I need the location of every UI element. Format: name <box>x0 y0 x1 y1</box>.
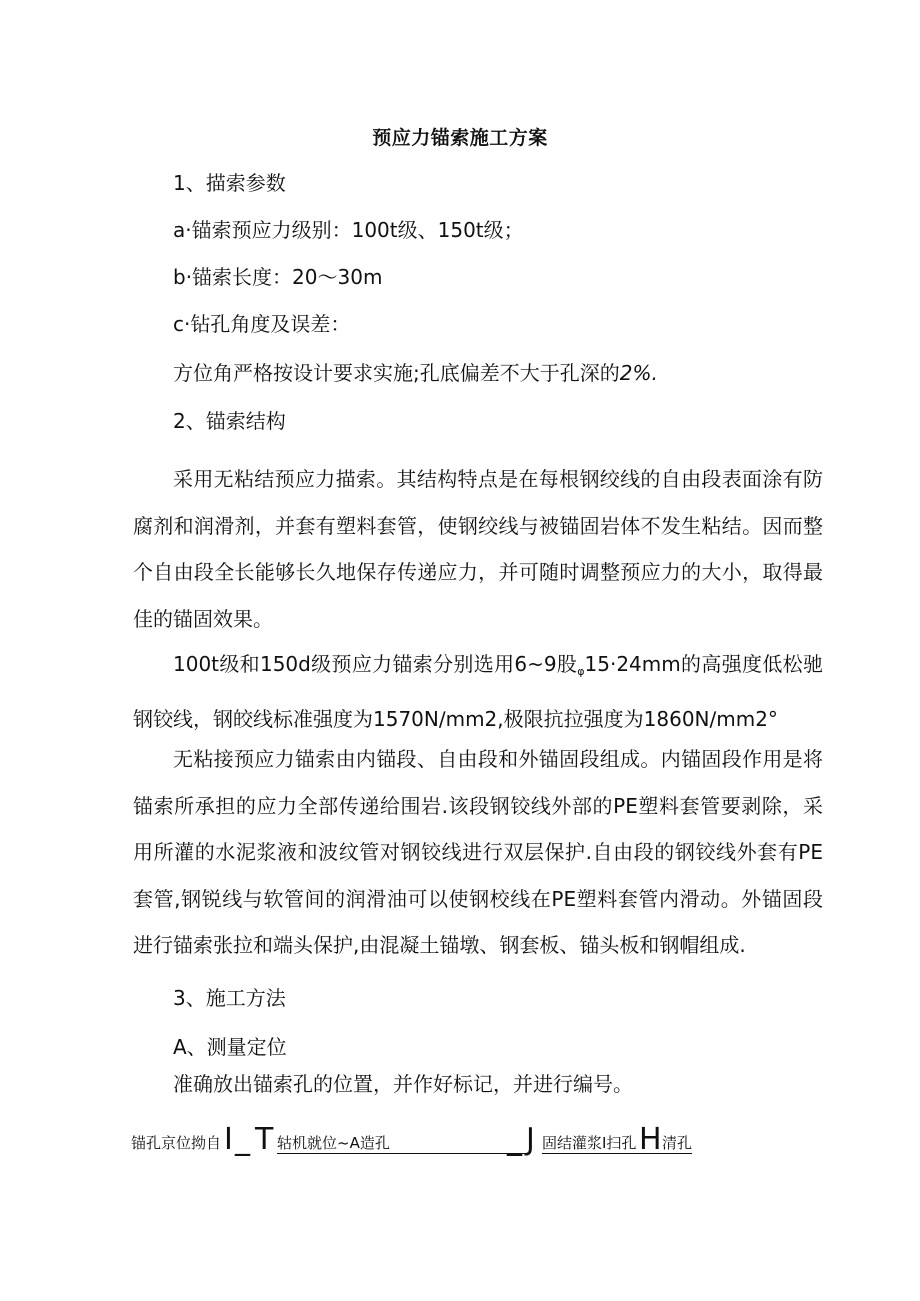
item-c-detail-text: 方位角严格按设计要求实施;孔底偏差不大于孔深的 <box>173 361 620 385</box>
section1-heading: 1、描索参数 <box>173 171 286 195</box>
section1-item-a: a·锚索预应力级别：100t级、150t级； <box>173 218 524 242</box>
para2-text-1: 100t级和150d级预应力锚索分别选用6~9股 <box>173 652 578 676</box>
para2-text-2: 15·24mm的高强度低松驰钢铰线，钢皎线标准强度为1570N∕mm2,极限抗拉强度为1860N∕mm2° <box>133 652 823 731</box>
flow-connector-2: T <box>255 1122 274 1157</box>
flow-step-drilling: 轱机就位~A造孔 <box>277 1134 390 1152</box>
section3-heading: 3、施工方法 <box>173 986 286 1010</box>
flow-step-grouting: 固结灌浆I扫孔 <box>542 1134 637 1152</box>
section1-item-b: b·锚索长度：20～30m <box>173 265 383 289</box>
flow-step-cleaning: 清孔 <box>662 1134 693 1152</box>
section1-item-c-detail <box>173 358 658 388</box>
document-title: 预应力锚索施工方案 <box>372 127 548 149</box>
flow-line-1 <box>277 1153 527 1154</box>
section2-heading: 2、锚索结构 <box>173 409 286 433</box>
section1-item-c: c·钻孔角度及误差： <box>173 312 351 336</box>
section2-paragraph-3: 无粘接预应力锚索由内锚段、自由段和外锚固段组成。内锚固段作用是将锚索所承担的应力全部传递给围岩.该段钢铰线外部的PE塑料套管要剥除，采用所灌的水泥浆液和波纹管对钢铰线进行双层保护.自由段的钢铰线外套有PE套管,钢锐线与软管间的润滑油可以使钢校线在PE塑料套管内滑动。外锚固段进行锚索张拉和端头保护,由混凝土锚墩、钢套板、锚头板和钢帽组成. <box>133 747 823 957</box>
flow-connector-4: H <box>639 1122 662 1157</box>
flow-connector-underscore: _ <box>235 1122 250 1157</box>
flow-step-positioning: 锚孔京位拗自 <box>131 1134 222 1152</box>
phi-symbol: φ <box>577 665 585 678</box>
item-c-detail-value: 2%. <box>619 361 658 385</box>
flow-connector-3: J <box>526 1122 535 1157</box>
section3-sub-a-text: 准确放出锚索孔的位置，并作好标记，并进行编号。 <box>173 1072 633 1096</box>
flow-line-2 <box>542 1153 692 1154</box>
flow-connector-1: I <box>224 1122 233 1157</box>
section2-paragraph-1: 采用无粘结预应力描索。其结构特点是在每根钢绞线的自由段表面涂有防腐剂和润滑剂，并套有塑料套管，使钢绞线与被锚固岩体不发生粘结。因而整个自由段全长能够长久地保存传递应力，并可随时调整预应力的大小，取得最佳的锚固效果。 <box>133 467 823 631</box>
section3-sub-a-heading: A、测量定位 <box>173 1035 287 1059</box>
section2-paragraph-2 <box>133 641 823 742</box>
flow-connector-underscore-2: _ <box>507 1122 522 1157</box>
